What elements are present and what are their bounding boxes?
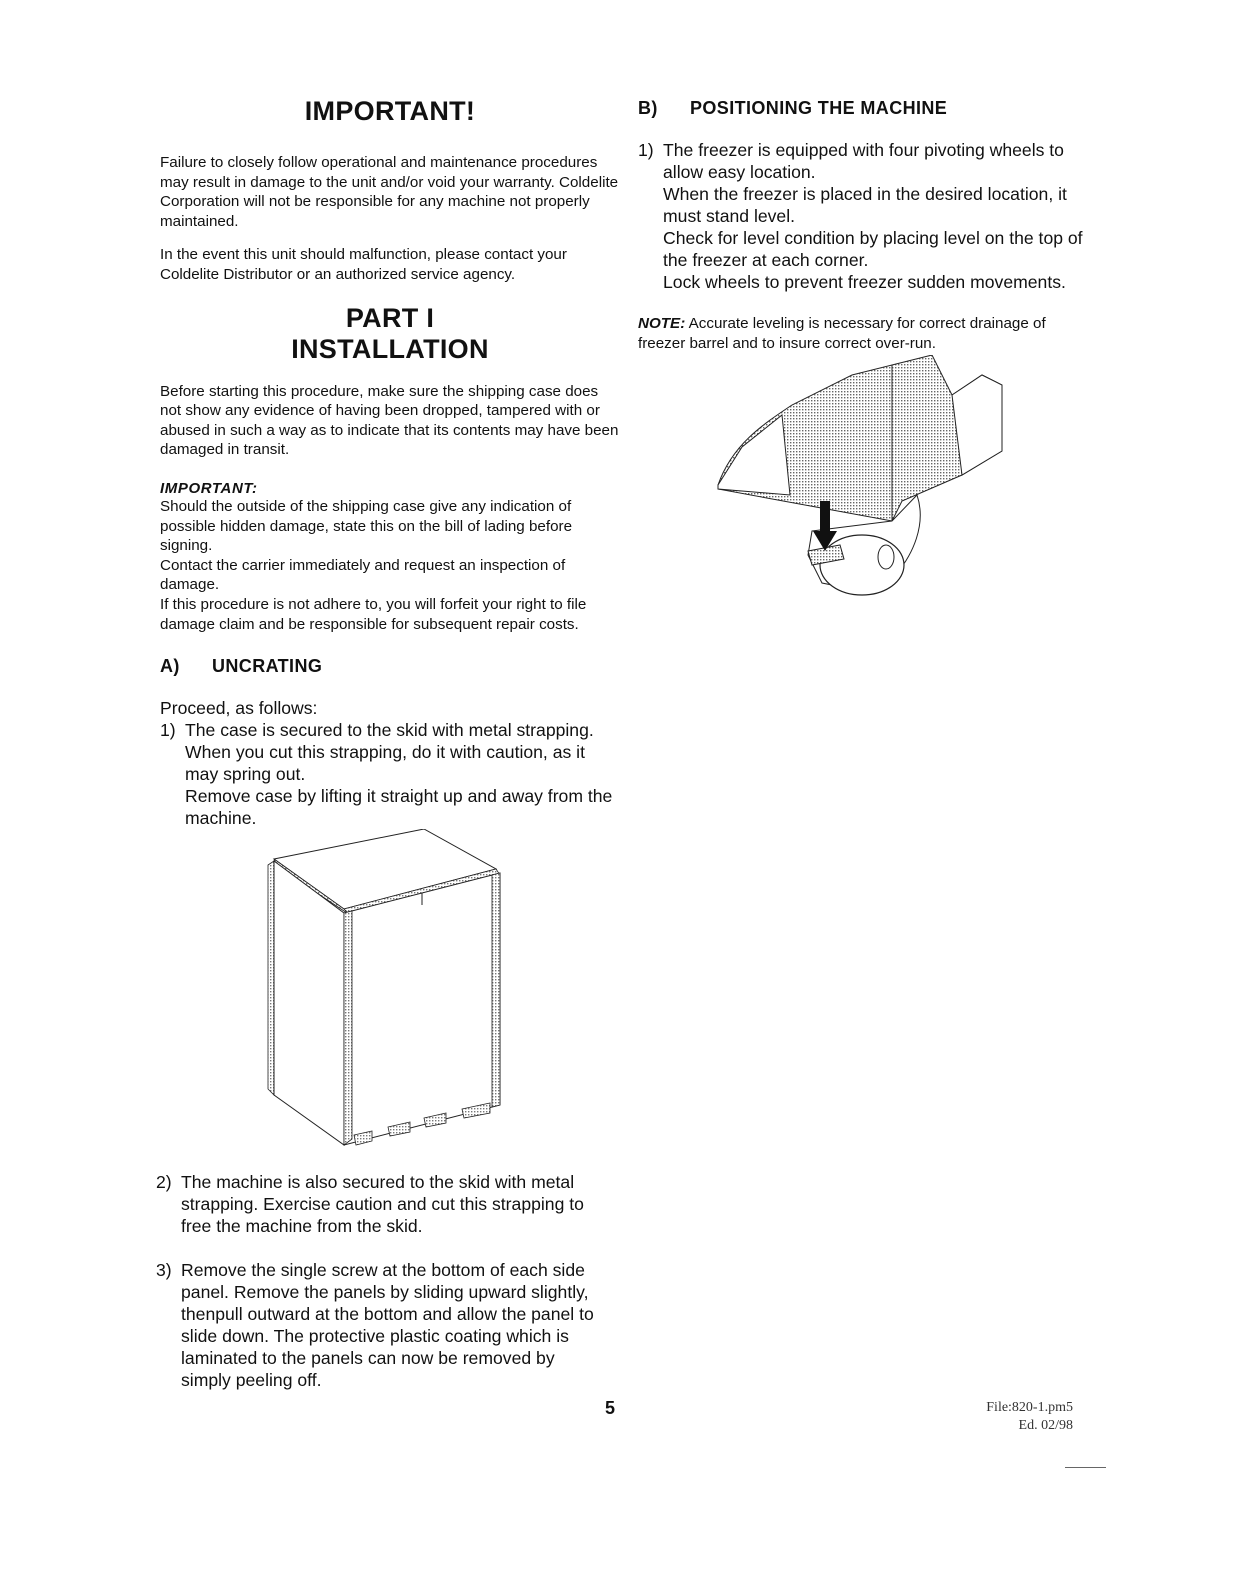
part-title <box>160 303 620 365</box>
section-b-letter: B) <box>638 98 658 118</box>
forfeit-line: If this procedure is not adhere to, you will forfeit your right to file damage claim and be responsible for subsequent repair costs. <box>160 595 587 633</box>
positioning-steps <box>638 139 1098 293</box>
uncrating-step-3 <box>156 1259 620 1391</box>
proceed-text: Proceed, as follows: <box>160 698 318 719</box>
note-text: Accurate leveling is necessary for correct drainage of freezer barrel and to insure correct over-run. <box>638 315 1046 352</box>
step-line: Lock wheels to prevent freezer sudden movements. <box>663 272 1066 292</box>
file-info <box>960 1399 1073 1435</box>
uncrating-step-1 <box>160 719 620 829</box>
important-label: IMPORTANT: <box>160 479 258 497</box>
step-line: When you cut this strapping, do it with caution, as it may spring out. <box>185 742 585 785</box>
contact-carrier-line: Contact the carrier immediately and request an inspection of damage. <box>160 556 566 594</box>
shipping-case-paragraph: Before starting this procedure, make sure the shipping case does not show any evidence of having been dropped, tampered with or abused in such a way as to indicate that its contents may have been damaged in transit. <box>160 382 619 459</box>
step-line: When the freezer is placed in the desired location, it must stand level. <box>663 184 1067 226</box>
step-number: 1) <box>160 720 176 741</box>
step-line: Check for level condition by placing level on the top of the freezer at each corner. <box>663 228 1083 270</box>
warranty-paragraph: Failure to closely follow operational and maintenance procedures may result in damage to the unit and/or void your warranty. Coldelite Corporation will not be responsible for any machine not properly maintained. <box>160 154 619 230</box>
section-b-title: POSITIONING THE MACHINE <box>690 98 948 118</box>
step-number: 1) <box>638 140 654 160</box>
step-line: The freezer is equipped with four pivoting wheels to allow easy location. <box>663 140 1064 182</box>
malfunction-paragraph: In the event this unit should malfunction, please contact your Coldelite Distributor or an authorized service agency. <box>160 246 567 283</box>
step-line: Remove case by lifting it straight up and away from the machine. <box>185 786 613 829</box>
step-text: The machine is also secured to the skid with metal strapping. Exercise caution and cut this strapping to free the machine from the skid. <box>181 1172 584 1237</box>
step-number: 2) <box>156 1172 172 1193</box>
positioning-step-1 <box>638 139 1098 293</box>
section-a-title: UNCRATING <box>212 656 323 677</box>
caster-wheel-illustration <box>712 355 1012 605</box>
uncrating-steps <box>160 719 620 829</box>
uncrating-steps-continued <box>156 1171 620 1391</box>
part-title-line1: PART I <box>345 302 435 333</box>
step-number: 3) <box>156 1260 172 1281</box>
uncrating-step-2 <box>156 1171 620 1237</box>
right-column <box>638 98 1098 605</box>
important-title: IMPORTANT! <box>304 96 476 126</box>
step-line: The case is secured to the skid with metal strapping. <box>185 720 594 741</box>
note-paragraph <box>638 314 1096 353</box>
hidden-damage-line: Should the outside of the shipping case give any indication of possible hidden damage, state this on the bill of lading before signing. <box>160 497 573 555</box>
step-text: Remove the single screw at the bottom of each side panel. Remove the panels by sliding upward slightly, thenpull outward at the bottom and allow the panel to slide down. The protective plastic coating which is laminated to the panels can now be removed by simply peeling off. <box>181 1260 594 1391</box>
section-a-letter: A) <box>160 656 180 677</box>
page-number: 5 <box>605 1398 616 1418</box>
file-name: File:820-1.pm5 <box>986 1400 1073 1415</box>
crate-illustration <box>264 829 514 1149</box>
section-b-heading <box>638 98 1098 119</box>
left-column <box>156 96 620 1391</box>
footer-rule <box>1065 1467 1106 1468</box>
edition: Ed. 02/98 <box>1018 1418 1073 1433</box>
note-label: NOTE: <box>638 315 686 332</box>
section-a-heading <box>160 656 620 677</box>
part-title-line2: INSTALLATION <box>291 333 489 364</box>
